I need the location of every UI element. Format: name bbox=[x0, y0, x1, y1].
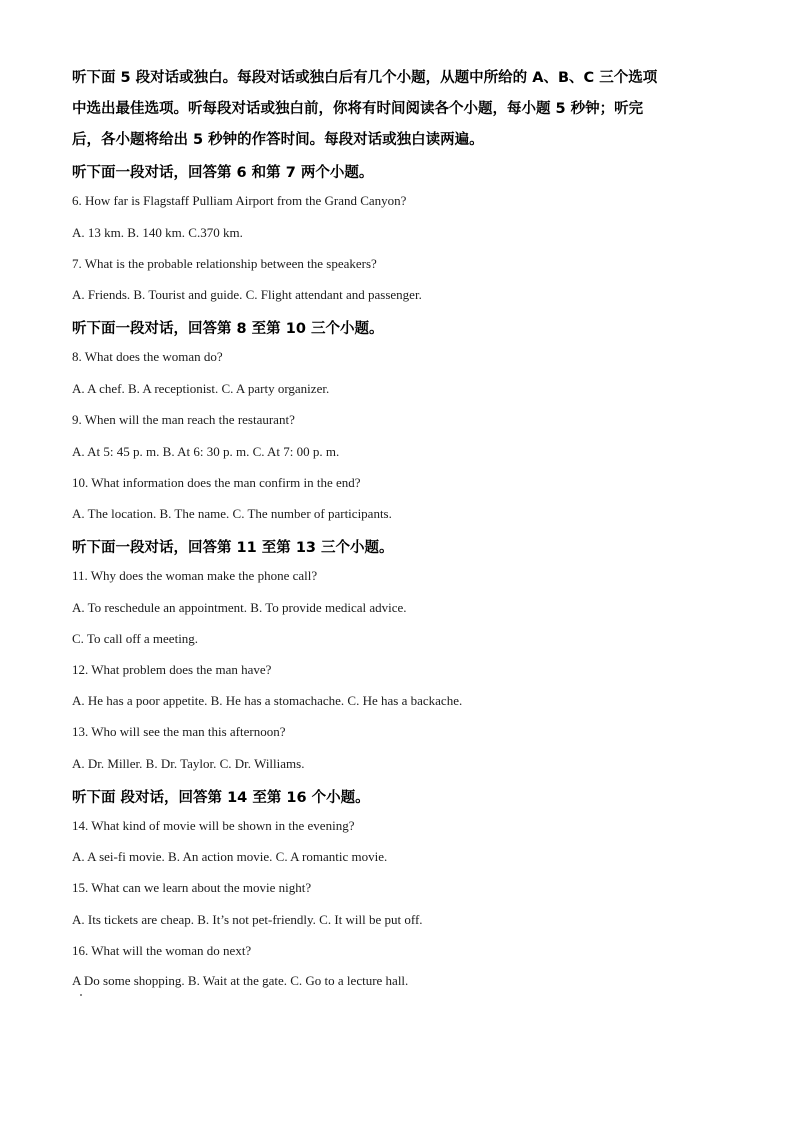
question-8: 8. What does the woman do? bbox=[72, 349, 223, 364]
options-9: A. At 5: 45 p. m. B. At 6: 30 p. m. C. At 7: 00 p. m. bbox=[72, 444, 340, 459]
question-11: 11. Why does the woman make the phone call? bbox=[72, 568, 318, 583]
question-16: 16. What will the woman do next? bbox=[72, 943, 252, 958]
options-12: A. He has a poor appetite. B. He has a stomachache. C. He has a backache. bbox=[72, 693, 463, 708]
section-heading-1: 听下面一段对话，回答第 6 和第 7 两个小题。 bbox=[72, 165, 374, 181]
options-10: A. The location. B. The name. C. The number of participants. bbox=[72, 506, 392, 521]
section-heading-4: 听下面 段对话，回答第 14 至第 16 个小题。 bbox=[72, 790, 370, 806]
question-12: 12. What problem does the man have? bbox=[72, 662, 272, 677]
options-15: A. Its tickets are cheap. B. It’s not pet-friendly. C. It will be put off. bbox=[72, 912, 423, 927]
question-9: 9. When will the man reach the restaurant? bbox=[72, 412, 295, 427]
options-7: A. Friends. B. Tourist and guide. C. Flight attendant and passenger. bbox=[72, 287, 422, 302]
options-14: A. A sei-fi movie. B. An action movie. C. A romantic movie. bbox=[72, 849, 388, 864]
question-6: 6. How far is Flagstaff Pulliam Airport from the Grand Canyon? bbox=[72, 193, 407, 208]
options-11-line-1: A. To reschedule an appointment. B. To provide medical advice. bbox=[72, 600, 407, 615]
options-11-line-2: C. To call off a meeting. bbox=[72, 631, 199, 646]
question-7: 7. What is the probable relationship between the speakers? bbox=[72, 256, 377, 271]
question-13: 13. Who will see the man this afternoon? bbox=[72, 724, 286, 739]
stray-mark bbox=[80, 994, 82, 996]
instructions-line-3: 后，各小题将给出 5 秒钟的作答时间。每段对话或独白读两遍。 bbox=[72, 132, 484, 148]
question-15: 15. What can we learn about the movie night? bbox=[72, 880, 312, 895]
options-8: A. A chef. B. A receptionist. C. A party organizer. bbox=[72, 381, 330, 396]
instructions-line-1: 听下面 5 段对话或独白。每段对话或独白后有几个小题，从题中所给的 A、B、C 三个选项 bbox=[72, 70, 658, 86]
question-10: 10. What information does the man confirm in the end? bbox=[72, 475, 361, 490]
options-6: A. 13 km. B. 140 km. C.370 km. bbox=[72, 225, 243, 240]
question-14: 14. What kind of movie will be shown in the evening? bbox=[72, 818, 355, 833]
section-heading-2: 听下面一段对话，回答第 8 至第 10 三个小题。 bbox=[72, 321, 384, 337]
options-13: A. Dr. Miller. B. Dr. Taylor. C. Dr. Williams. bbox=[72, 756, 305, 771]
section-heading-3: 听下面一段对话，回答第 11 至第 13 三个小题。 bbox=[72, 540, 394, 556]
instructions-line-2: 中选出最佳选项。听每段对话或独白前，你将有时间阅读各个小题，每小题 5 秒钟；听完 bbox=[72, 101, 644, 117]
options-16: A Do some shopping. B. Wait at the gate. C. Go to a lecture hall. bbox=[72, 973, 409, 988]
